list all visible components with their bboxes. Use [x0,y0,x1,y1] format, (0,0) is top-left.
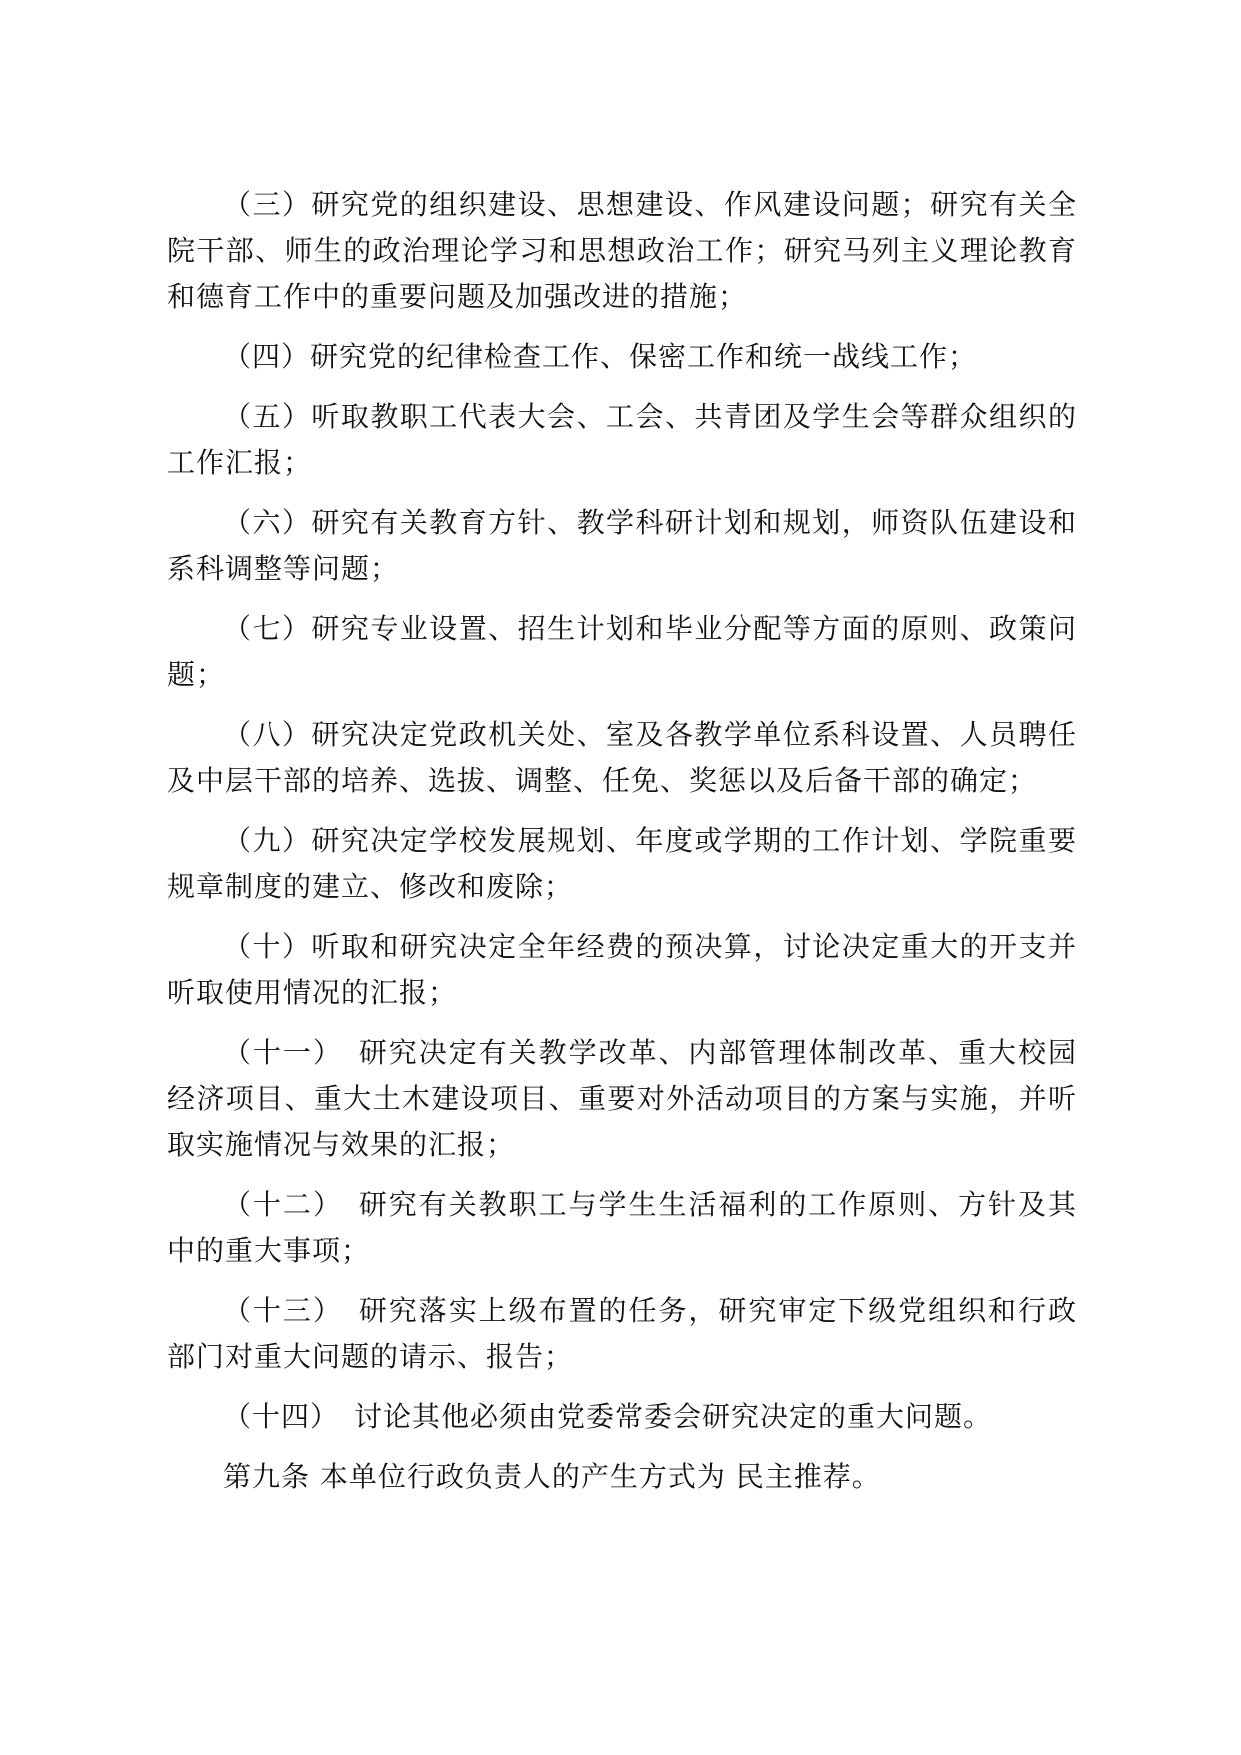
paragraph-14: （十四） 讨论其他必须由党委常委会研究决定的重大问题。 [223,1400,993,1433]
paragraph-8: （八）研究决定党政机关处、室及各教学单位系科设置、人员聘任及中层干部的培养、选拔、调整、任免、奖惩以及后备干部的确定； [167,718,1077,797]
paragraph-7: （七）研究专业设置、招生计划和毕业分配等方面的原则、政策问题； [167,612,1077,691]
article-9: 第九条 本单位行政负责人的产生方式为 民主推荐。 [223,1460,881,1493]
paragraph-5: （五）听取教职工代表大会、工会、共青团及学生会等群众组织的工作汇报； [167,400,1077,479]
paragraph-9: （九）研究决定学校发展规划、年度或学期的工作计划、学院重要规章制度的建立、修改和废除； [167,824,1077,903]
paragraph-10: （十）听取和研究决定全年经费的预决算，讨论决定重大的开支并听取使用情况的汇报； [167,930,1077,1009]
paragraph-3: （三）研究党的组织建设、思想建设、作风建设问题；研究有关全院干部、师生的政治理论学习和思想政治工作；研究马列主义理论教育和德育工作中的重要问题及加强改进的措施； [167,188,1077,313]
paragraph-13: （十三） 研究落实上级布置的任务，研究审定下级党组织和行政部门对重大问题的请示、报告； [167,1294,1077,1373]
paragraph-6: （六）研究有关教育方针、教学科研计划和规划，师资队伍建设和系科调整等问题； [167,506,1077,585]
paragraph-12: （十二） 研究有关教职工与学生生活福利的工作原则、方针及其中的重大事项； [167,1188,1077,1267]
paragraph-11: （十一） 研究决定有关教学改革、内部管理体制改革、重大校园经济项目、重大土木建设项目、重要对外活动项目的方案与实施，并听取实施情况与效果的汇报； [167,1036,1077,1161]
paragraph-4: （四）研究党的纪律检查工作、保密工作和统一战线工作； [223,340,978,373]
document-body [167,182,1077,1500]
